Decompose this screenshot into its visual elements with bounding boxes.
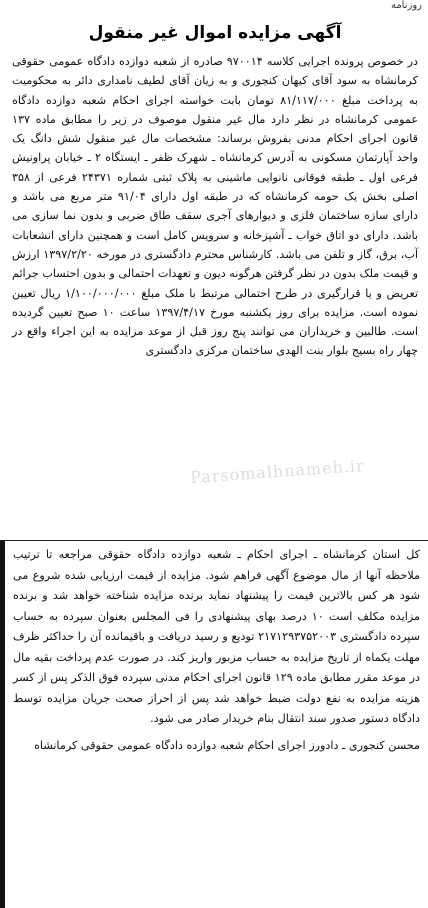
notice-title: آگهی مزایده اموال غیر منقول xyxy=(88,23,342,43)
auction-notice-part-2 xyxy=(0,540,428,908)
notice-body-1: در خصوص پرونده اجرایی کلاسه ۹۷۰۰۱۴ صادره از شعبه دوازده دادگاه عمومی حقوقی کرمانشاه به سود آقای کیهان کنجوری و به زیان آقای لطیف نامداری دائر به محکومیت به پرداخت مبلغ ۸۱/۱۱۷/۰۰۰ تومان بابت خواسته اجرای احکام شعبه دوازده دادگاه عمومی کرمانشاه در نظر دارد مال غیر منقول موصوف در زیر را مطابق ماده ۱۳۷ قانون اجرای احکام مدنی بفروش برساند: مشخصات مال غیر منقول شش دانگ یک واحد آپارتمان مسکونی به آدرس کرمانشاه ـ شهرک ظفر ـ ایستگاه ۲ ـ خیابان پراونیش فرعی اول ـ طبقه فوقانی نانوایی ماشینی به پلاک ثبتی شماره ۲۴۳۷۱ فرعی از ۳۵۸ اصلی بخش یک حومه کرمانشاه که در طبقه اول دارای ۹۱/۰۴ متر مربع می باشد و دارای سازه ساختمان فلزی و دیوارهای آجری سقف طاق ضربی و بدون نما سازی می باشد. دارای دو اتاق خواب ـ آشپزخانه و سرویس کامل است و همچنین دارای انشعابات آب، برق، گاز و تلفن می باشد. کارشناس محترم دادگستری در مورخه ۱۳۹۷/۲/۲۰ ارزش و قیمت ملک بدون در نظر گرفتن هرگونه دیون و تعهدات احتمالی و بدون احتساب جرائم تعریض و یا قرارگیری در طرح احتمالی مرتبط با ملک مبلغ ۱/۱۰۰/۰۰۰/۰۰۰ ریال تعیین نموده است. مزایده برای روز یکشنبه مورخ ۱۳۹۷/۴/۱۷ ساعت ۱۰ صبح تعیین گردیده است. طالبین و خریداران می توانند پنج روز قبل از موعد مزایده به این اجراء واقع در چهار راه بسیج بلوار بنت الهدی ساختمان مرکزی دادگستری xyxy=(12,55,419,358)
watermark-text: Parsomalhnameh.ir xyxy=(189,455,366,488)
corner-label: روزنامه xyxy=(390,0,422,11)
notice-body-2: کل استان کرمانشاه ـ اجرای احکام ـ شعبه دوازده دادگاه حقوقی مراجعه تا ترتیب ملاحظه آنها از مال موضوع آگهی فراهم شود. مزایده از قیمت ارزیابی شده شروع می شود هر کس بالاترین قیمت را پیشنهاد نماید برنده مزایده شناخته خواهد شد و برنده مزایده مکلف است ۱۰ درصد بهای پیشنهادی را فی المجلس بعنوان سپرده به حساب سپرده دادگستری ۲۱۷۱۲۹۳۷۵۲۰۰۳ تودیع و رسید دریافت و باقیمانده آن را حداکثر ظرف مهلت یکماه از تاریخ مزایده به حساب مزبور واریز کند. در صورت عدم پرداخت بقیه مال در موعد مقرر مطابق ماده ۱۲۹ قانون اجرای احکام مدنی سپرده فوق الذکر پس از کسر هزینه مزایده به نفع دولت ضبط خواهد شد پس از احراز صحت جریان مزایده توسط دادگاه دستور صدور سند انتقال بنام خریدار صادر می شود. xyxy=(13,548,420,725)
notice-signature: محسن کنجوری ـ دادورز اجرای احکام شعبه دوازده دادگاه عمومی حقوقی کرمانشاه xyxy=(34,738,420,752)
